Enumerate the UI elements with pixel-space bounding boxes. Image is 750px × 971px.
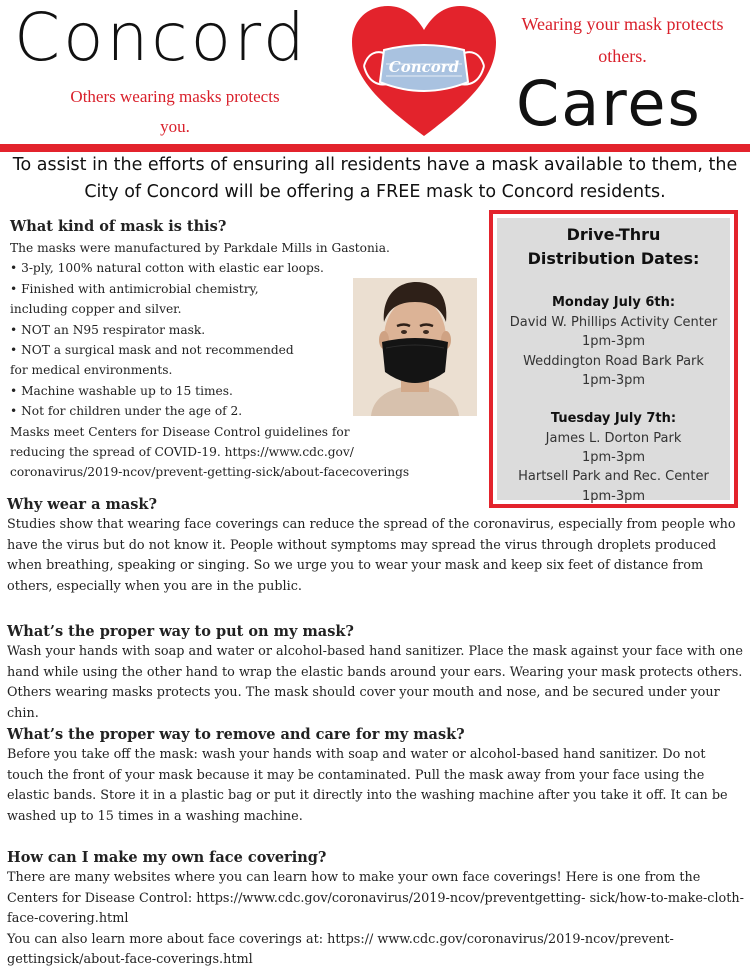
mask-info-line: • Machine washable up to 15 times. bbox=[10, 383, 233, 398]
section-heading: Why wear a mask? bbox=[7, 496, 157, 513]
section-body-extra: You can also learn more about face coverings at: https:// www.cdc.gov/coronavirus/2019-ncov/prevent-gettingsick/about-face-coverings.html bbox=[7, 931, 674, 968]
mask-info-line: Masks meet Centers for Disease Control guidelines for bbox=[10, 424, 350, 439]
header-divider bbox=[0, 144, 750, 152]
time-line: 1pm-3pm bbox=[581, 373, 646, 389]
section-heading: What’s the proper way to put on my mask? bbox=[7, 623, 354, 640]
location-line: Weddington Road Bark Park bbox=[523, 353, 704, 369]
time-line: 1pm-3pm bbox=[581, 488, 646, 504]
time-line: 1pm-3pm bbox=[581, 334, 646, 350]
section-body: There are many websites where you can learn how to make your own face coverings! Here is one from the Centers for Disease Control: https://www.cdc.gov/coronavirus/2019-ncov/preventgetting- sick/how-to-make-cloth-face-covering.html bbox=[7, 870, 744, 927]
mask-info-line: coronavirus/2019-ncov/prevent-getting-sick/about-facecoverings bbox=[10, 465, 410, 480]
mask-info-heading: What kind of mask is this? bbox=[10, 218, 227, 235]
title-cares: Cares bbox=[516, 67, 702, 140]
location-line: David W. Phillips Activity Center bbox=[509, 315, 718, 330]
section-heading: What’s the proper way to remove and care for my mask? bbox=[7, 726, 465, 743]
tagline-right: Wearing your mask protects others. bbox=[521, 14, 724, 66]
put-on-section bbox=[7, 623, 745, 724]
mask-info-line: • Finished with antimicrobial chemistry, bbox=[10, 281, 259, 296]
tagline-left: Others wearing masks protects you. bbox=[70, 87, 280, 136]
intro-text: To assist in the efforts of ensuring all residents have a mask available to them, the City of Concord will be offering a FREE mask to Concord residents. bbox=[12, 155, 738, 202]
mask-info-line: • Not for children under the age of 2. bbox=[10, 404, 243, 419]
distribution-title bbox=[497, 223, 730, 271]
why-wear-section bbox=[7, 496, 745, 597]
man-wearing-mask-photo bbox=[353, 278, 477, 416]
section-body: Studies show that wearing face coverings can reduce the spread of the coronavirus, especially from people who have the virus but do not know it. People without symptoms may spread the virus through droplets produced when breathing, speaking or singing. So we urge you to wear your mask and keep six feet of distance from others, especially when you are in the public. bbox=[7, 517, 736, 594]
distribution-title-line: Distribution Dates: bbox=[527, 249, 700, 268]
mask-info-line: • 3-ply, 100% natural cotton with elastic ear loops. bbox=[10, 261, 324, 276]
mask-info-line: • NOT an N95 respirator mask. bbox=[10, 322, 206, 337]
mask-info-line: for medical environments. bbox=[10, 363, 173, 378]
distribution-dates-box bbox=[489, 210, 738, 508]
section-body: Wash your hands with soap and water or alcohol-based hand sanitizer. Place the mask against your face with one hand while using the other hand to wrap the elastic bands around your ears. Wearing your mask protects others. Others wearing masks protects you. The mask should cover your mouth and nose, and be secured under your chin. bbox=[7, 644, 743, 721]
section-heading: How can I make my own face covering? bbox=[7, 849, 327, 866]
mask-info-line: reducing the spread of COVID-19. https://www.cdc.gov/ bbox=[10, 445, 354, 460]
make-own-section bbox=[7, 849, 745, 971]
location-line: Hartsell Park and Rec. Center bbox=[518, 469, 709, 485]
distribution-title-line: Drive-Thru bbox=[566, 225, 661, 244]
title-concord: Concord bbox=[14, 0, 308, 76]
section-body: Before you take off the mask: wash your hands with soap and water or alcohol-based hand sanitizer. Do not touch the front of your mask because it may be contaminated. Pull the mask away from your face using the elastic bands. Store it in a plastic bag or put it directly into the washing machine after you take it off. It can be washed up to 15 times in a washing machine. bbox=[7, 747, 728, 824]
mask-info-line: • NOT a surgical mask and not recommended bbox=[10, 343, 294, 358]
location-line: James L. Dorton Park bbox=[545, 430, 682, 446]
time-line: 1pm-3pm bbox=[581, 450, 646, 466]
remove-care-section bbox=[7, 726, 745, 827]
heart-mask-logo bbox=[350, 4, 498, 140]
day-label-tuesday: Tuesday July 7th: bbox=[550, 410, 677, 426]
logo-text: Concord bbox=[388, 58, 460, 76]
mask-info-line: The masks were manufactured by Parkdale Mills in Gastonia. bbox=[10, 241, 390, 255]
day-label-monday: Monday July 6th: bbox=[551, 295, 676, 310]
distribution-dates-panel bbox=[497, 218, 730, 504]
mask-info-line: including copper and silver. bbox=[10, 302, 182, 317]
